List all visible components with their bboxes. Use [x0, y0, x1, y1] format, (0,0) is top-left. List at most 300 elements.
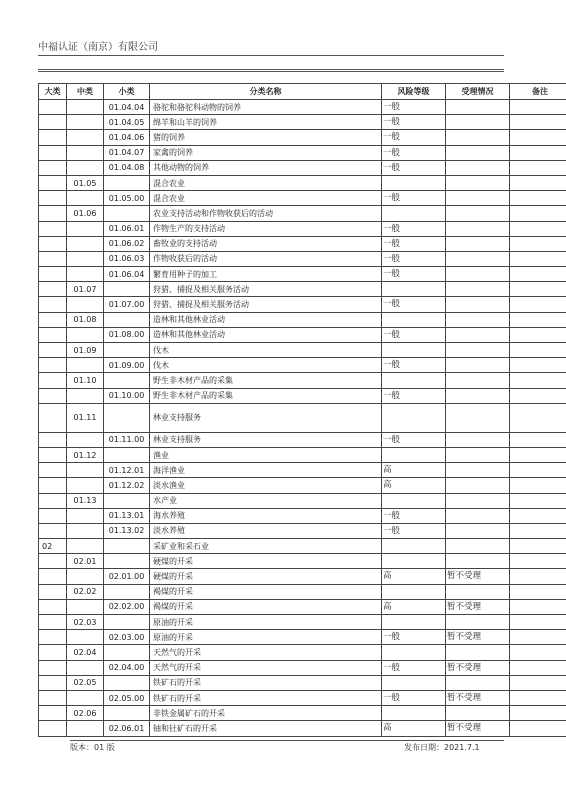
acceptance-status-cell — [446, 206, 510, 221]
category-name-cell: 造林和其他林业活动 — [150, 327, 382, 342]
acceptance-status-cell — [446, 251, 510, 266]
major-class-cell — [39, 660, 67, 675]
minor-class-cell: 02.03.00 — [104, 630, 150, 645]
major-class-cell — [39, 523, 67, 538]
acceptance-status-cell — [446, 160, 510, 175]
acceptance-status-cell — [446, 236, 510, 251]
minor-class-cell: 01.08.00 — [104, 327, 150, 342]
table-row — [39, 191, 566, 206]
middle-class-cell: 01.13 — [67, 493, 104, 508]
category-name-cell: 作物生产的支持活动 — [150, 221, 382, 236]
minor-class-cell: 01.13.01 — [104, 508, 150, 523]
major-class-cell — [39, 645, 67, 660]
minor-class-cell — [104, 447, 150, 462]
category-name-cell: 褐煤的开采 — [150, 584, 382, 599]
acceptance-status-cell — [446, 297, 510, 312]
risk-level-cell: 一般 — [382, 388, 446, 403]
table-row — [39, 645, 566, 660]
acceptance-status-cell — [446, 615, 510, 630]
risk-level-cell — [382, 584, 446, 599]
middle-class-cell — [67, 115, 104, 130]
table-row — [39, 373, 566, 388]
remarks-cell — [510, 599, 566, 614]
table-row — [39, 508, 566, 523]
acceptance-status-cell — [446, 282, 510, 297]
major-class-cell — [39, 388, 67, 403]
risk-level-cell: 一般 — [382, 251, 446, 266]
acceptance-status-cell — [446, 267, 510, 282]
table-row — [39, 236, 566, 251]
minor-class-cell — [104, 615, 150, 630]
minor-class-cell — [104, 343, 150, 358]
table-header-row — [39, 84, 566, 100]
table-row — [39, 615, 566, 630]
major-class-cell — [39, 343, 67, 358]
remarks-cell — [510, 100, 566, 115]
risk-level-cell: 一般 — [382, 221, 446, 236]
risk-level-cell — [382, 373, 446, 388]
middle-class-cell: 02.02 — [67, 584, 104, 599]
middle-class-cell: 01.12 — [67, 447, 104, 462]
acceptance-status-cell — [446, 221, 510, 236]
remarks-cell — [510, 327, 566, 342]
category-name-cell: 硬煤的开采 — [150, 569, 382, 584]
middle-class-cell — [67, 599, 104, 614]
major-class-cell — [39, 358, 67, 373]
remarks-cell — [510, 175, 566, 190]
middle-class-cell: 01.08 — [67, 312, 104, 327]
minor-class-cell: 01.06.04 — [104, 267, 150, 282]
middle-class-cell: 01.11 — [67, 403, 104, 432]
table-row — [39, 251, 566, 266]
middle-class-cell — [67, 660, 104, 675]
middle-class-cell — [67, 463, 104, 478]
risk-level-cell — [382, 447, 446, 462]
risk-level-cell: 一般 — [382, 191, 446, 206]
footer-rule — [70, 740, 504, 741]
column-header: 中类 — [67, 84, 104, 100]
risk-level-cell — [382, 554, 446, 569]
table-row — [39, 282, 566, 297]
minor-class-cell — [104, 206, 150, 221]
risk-level-cell — [382, 539, 446, 554]
version-label: 版本：01 版 — [70, 743, 115, 752]
risk-level-cell: 一般 — [382, 690, 446, 705]
minor-class-cell: 02.06.01 — [104, 721, 150, 736]
risk-level-cell: 一般 — [382, 508, 446, 523]
middle-class-cell: 01.05 — [67, 175, 104, 190]
major-class-cell — [39, 145, 67, 160]
risk-level-cell — [382, 403, 446, 432]
minor-class-cell: 01.06.03 — [104, 251, 150, 266]
minor-class-cell: 01.04.06 — [104, 130, 150, 145]
minor-class-cell: 01.06.01 — [104, 221, 150, 236]
risk-level-cell — [382, 675, 446, 690]
remarks-cell — [510, 615, 566, 630]
risk-level-cell: 一般 — [382, 267, 446, 282]
category-name-cell: 混合农业 — [150, 191, 382, 206]
publish-date: 发布日期：2021.7.1 — [404, 743, 480, 752]
remarks-cell — [510, 236, 566, 251]
major-class-cell — [39, 569, 67, 584]
table-row — [39, 327, 566, 342]
remarks-cell — [510, 267, 566, 282]
remarks-cell — [510, 706, 566, 721]
acceptance-status-cell — [446, 327, 510, 342]
category-name-cell: 渔业 — [150, 447, 382, 462]
major-class-cell — [39, 690, 67, 705]
risk-level-cell: 一般 — [382, 236, 446, 251]
middle-class-cell — [67, 130, 104, 145]
middle-class-cell — [67, 221, 104, 236]
minor-class-cell: 01.07.00 — [104, 297, 150, 312]
acceptance-status-cell: 暂不受理 — [446, 630, 510, 645]
remarks-cell — [510, 373, 566, 388]
minor-class-cell: 01.09.00 — [104, 358, 150, 373]
major-class-cell — [39, 221, 67, 236]
middle-class-cell: 01.10 — [67, 373, 104, 388]
remarks-cell — [510, 343, 566, 358]
minor-class-cell — [104, 373, 150, 388]
remarks-cell — [510, 539, 566, 554]
remarks-cell — [510, 160, 566, 175]
category-name-cell: 非铁金属矿石的开采 — [150, 706, 382, 721]
middle-class-cell — [67, 191, 104, 206]
category-name-cell: 造林和其他林业活动 — [150, 312, 382, 327]
table-row — [39, 358, 566, 373]
major-class-cell — [39, 630, 67, 645]
category-name-cell: 狩猎、捕捉及相关服务活动 — [150, 297, 382, 312]
category-name-cell: 其他动物的饲养 — [150, 160, 382, 175]
table-row — [39, 523, 566, 538]
remarks-cell — [510, 660, 566, 675]
remarks-cell — [510, 130, 566, 145]
table-row — [39, 539, 566, 554]
minor-class-cell: 01.05.00 — [104, 191, 150, 206]
remarks-cell — [510, 447, 566, 462]
remarks-cell — [510, 191, 566, 206]
risk-level-cell: 一般 — [382, 130, 446, 145]
acceptance-status-cell — [446, 191, 510, 206]
acceptance-status-cell — [446, 645, 510, 660]
risk-level-cell — [382, 343, 446, 358]
minor-class-cell: 02.01.00 — [104, 569, 150, 584]
category-name-cell: 畜牧业的支持活动 — [150, 236, 382, 251]
middle-class-cell: 02.03 — [67, 615, 104, 630]
risk-level-cell: 高 — [382, 599, 446, 614]
major-class-cell — [39, 478, 67, 493]
remarks-cell — [510, 432, 566, 447]
remarks-cell — [510, 478, 566, 493]
minor-class-cell: 01.06.02 — [104, 236, 150, 251]
acceptance-status-cell — [446, 358, 510, 373]
minor-class-cell: 01.04.07 — [104, 145, 150, 160]
category-name-cell: 伐木 — [150, 343, 382, 358]
major-class-cell — [39, 206, 67, 221]
minor-class-cell — [104, 312, 150, 327]
acceptance-status-cell — [446, 432, 510, 447]
category-name-cell: 猪的饲养 — [150, 130, 382, 145]
category-name-cell: 野生非木材产品的采集 — [150, 373, 382, 388]
risk-level-cell — [382, 282, 446, 297]
table-row — [39, 493, 566, 508]
category-name-cell: 原油的开采 — [150, 630, 382, 645]
middle-class-cell — [67, 236, 104, 251]
minor-class-cell — [104, 554, 150, 569]
category-name-cell: 褐煤的开采 — [150, 599, 382, 614]
category-name-cell: 繁育用种子的加工 — [150, 267, 382, 282]
acceptance-status-cell — [446, 403, 510, 432]
category-name-cell: 野生非木材产品的采集 — [150, 388, 382, 403]
major-class-cell — [39, 160, 67, 175]
minor-class-cell — [104, 175, 150, 190]
risk-level-cell: 一般 — [382, 145, 446, 160]
middle-class-cell — [67, 523, 104, 538]
acceptance-status-cell — [446, 478, 510, 493]
risk-level-cell: 一般 — [382, 327, 446, 342]
acceptance-status-cell — [446, 554, 510, 569]
acceptance-status-cell — [446, 584, 510, 599]
minor-class-cell — [104, 645, 150, 660]
category-name-cell: 林业支持服务 — [150, 432, 382, 447]
risk-level-cell — [382, 493, 446, 508]
remarks-cell — [510, 463, 566, 478]
acceptance-status-cell — [446, 508, 510, 523]
acceptance-status-cell — [446, 493, 510, 508]
minor-class-cell — [104, 493, 150, 508]
column-header: 受理情况 — [446, 84, 510, 100]
acceptance-status-cell — [446, 388, 510, 403]
major-class-cell — [39, 554, 67, 569]
major-class-cell — [39, 175, 67, 190]
table-row — [39, 569, 566, 584]
middle-class-cell: 02.01 — [67, 554, 104, 569]
category-name-cell: 采矿业和采石业 — [150, 539, 382, 554]
middle-class-cell — [67, 160, 104, 175]
major-class-cell — [39, 251, 67, 266]
table-row — [39, 690, 566, 705]
risk-level-cell — [382, 706, 446, 721]
acceptance-status-cell — [446, 145, 510, 160]
acceptance-status-cell: 暂不受理 — [446, 690, 510, 705]
remarks-cell — [510, 388, 566, 403]
remarks-cell — [510, 645, 566, 660]
category-name-cell: 天然气的开采 — [150, 645, 382, 660]
acceptance-status-cell — [446, 447, 510, 462]
major-class-cell — [39, 615, 67, 630]
minor-class-cell — [104, 403, 150, 432]
middle-class-cell — [67, 327, 104, 342]
category-name-cell: 家禽的饲养 — [150, 145, 382, 160]
remarks-cell — [510, 584, 566, 599]
acceptance-status-cell — [446, 706, 510, 721]
table-row — [39, 175, 566, 190]
major-class-cell — [39, 463, 67, 478]
remarks-cell — [510, 675, 566, 690]
acceptance-status-cell — [446, 675, 510, 690]
table-row — [39, 630, 566, 645]
minor-class-cell: 01.04.08 — [104, 160, 150, 175]
major-class-cell — [39, 508, 67, 523]
category-name-cell: 狩猎、捕捉及相关服务活动 — [150, 282, 382, 297]
remarks-cell — [510, 508, 566, 523]
minor-class-cell: 01.11.00 — [104, 432, 150, 447]
table-row — [39, 297, 566, 312]
table-row — [39, 145, 566, 160]
major-class-cell — [39, 327, 67, 342]
column-header: 大类 — [39, 84, 67, 100]
remarks-cell — [510, 251, 566, 266]
major-class-cell — [39, 191, 67, 206]
category-name-cell: 淡水渔业 — [150, 478, 382, 493]
category-name-cell: 海水养殖 — [150, 508, 382, 523]
major-class-cell — [39, 721, 67, 736]
table-row — [39, 130, 566, 145]
table-row — [39, 584, 566, 599]
minor-class-cell: 01.04.04 — [104, 100, 150, 115]
major-class-cell: 02 — [39, 539, 67, 554]
table-row — [39, 554, 566, 569]
middle-class-cell: 02.05 — [67, 675, 104, 690]
table-row — [39, 675, 566, 690]
middle-class-cell: 02.04 — [67, 645, 104, 660]
major-class-cell — [39, 403, 67, 432]
header-rule — [38, 55, 504, 56]
middle-class-cell — [67, 358, 104, 373]
middle-class-cell — [67, 630, 104, 645]
acceptance-status-cell: 暂不受理 — [446, 599, 510, 614]
table-row — [39, 463, 566, 478]
remarks-cell — [510, 358, 566, 373]
category-name-cell: 海洋渔业 — [150, 463, 382, 478]
acceptance-status-cell — [446, 539, 510, 554]
remarks-cell — [510, 721, 566, 736]
category-name-cell: 绵羊和山羊的饲养 — [150, 115, 382, 130]
acceptance-status-cell — [446, 523, 510, 538]
category-name-cell: 伐木 — [150, 358, 382, 373]
category-name-cell: 原油的开采 — [150, 615, 382, 630]
major-class-cell — [39, 447, 67, 462]
risk-level-cell: 一般 — [382, 358, 446, 373]
middle-class-cell — [67, 388, 104, 403]
minor-class-cell — [104, 584, 150, 599]
acceptance-status-cell — [446, 463, 510, 478]
risk-level-cell: 一般 — [382, 115, 446, 130]
minor-class-cell — [104, 675, 150, 690]
risk-level-cell — [382, 175, 446, 190]
remarks-cell — [510, 403, 566, 432]
table-row — [39, 100, 566, 115]
risk-level-cell: 一般 — [382, 630, 446, 645]
risk-level-cell: 高 — [382, 721, 446, 736]
acceptance-status-cell — [446, 130, 510, 145]
table-row — [39, 432, 566, 447]
acceptance-status-cell: 暂不受理 — [446, 660, 510, 675]
risk-level-cell: 一般 — [382, 660, 446, 675]
category-name-cell: 天然气的开采 — [150, 660, 382, 675]
category-name-cell: 铀和钍矿石的开采 — [150, 721, 382, 736]
remarks-cell — [510, 493, 566, 508]
major-class-cell — [39, 675, 67, 690]
column-header: 小类 — [104, 84, 150, 100]
category-name-cell: 农业支持活动和作物收获后的活动 — [150, 206, 382, 221]
risk-level-cell — [382, 615, 446, 630]
remarks-cell — [510, 523, 566, 538]
minor-class-cell: 01.13.02 — [104, 523, 150, 538]
risk-level-cell — [382, 645, 446, 660]
table-row — [39, 312, 566, 327]
category-name-cell: 铁矿石的开采 — [150, 675, 382, 690]
category-name-cell: 硬煤的开采 — [150, 554, 382, 569]
category-name-cell: 作物收获后的活动 — [150, 251, 382, 266]
major-class-cell — [39, 100, 67, 115]
acceptance-status-cell — [446, 115, 510, 130]
table-row — [39, 343, 566, 358]
minor-class-cell: 02.04.00 — [104, 660, 150, 675]
classification-table — [38, 83, 566, 737]
table-row — [39, 706, 566, 721]
category-name-cell: 铁矿石的开采 — [150, 690, 382, 705]
remarks-cell — [510, 221, 566, 236]
middle-class-cell — [67, 432, 104, 447]
remarks-cell — [510, 115, 566, 130]
middle-class-cell: 02.06 — [67, 706, 104, 721]
risk-level-cell: 一般 — [382, 297, 446, 312]
category-name-cell: 林业支持服务 — [150, 403, 382, 432]
acceptance-status-cell — [446, 175, 510, 190]
major-class-cell — [39, 282, 67, 297]
table-row — [39, 206, 566, 221]
middle-class-cell — [67, 145, 104, 160]
middle-class-cell — [67, 100, 104, 115]
major-class-cell — [39, 373, 67, 388]
minor-class-cell — [104, 706, 150, 721]
middle-class-cell — [67, 251, 104, 266]
minor-class-cell — [104, 539, 150, 554]
header-rule — [38, 71, 504, 72]
major-class-cell — [39, 236, 67, 251]
major-class-cell — [39, 493, 67, 508]
table-row — [39, 403, 566, 432]
minor-class-cell: 02.02.00 — [104, 599, 150, 614]
remarks-cell — [510, 690, 566, 705]
table-row — [39, 478, 566, 493]
category-name-cell: 骆驼和骆驼科动物的饲养 — [150, 100, 382, 115]
middle-class-cell — [67, 539, 104, 554]
table-row — [39, 721, 566, 736]
acceptance-status-cell — [446, 312, 510, 327]
middle-class-cell — [67, 508, 104, 523]
category-name-cell: 水产业 — [150, 493, 382, 508]
table-row — [39, 160, 566, 175]
middle-class-cell — [67, 721, 104, 736]
remarks-cell — [510, 630, 566, 645]
risk-level-cell: 一般 — [382, 100, 446, 115]
category-name-cell: 混合农业 — [150, 175, 382, 190]
risk-level-cell — [382, 206, 446, 221]
minor-class-cell: 01.04.05 — [104, 115, 150, 130]
table-row — [39, 388, 566, 403]
major-class-cell — [39, 115, 67, 130]
remarks-cell — [510, 554, 566, 569]
middle-class-cell — [67, 569, 104, 584]
remarks-cell — [510, 569, 566, 584]
risk-level-cell: 一般 — [382, 523, 446, 538]
major-class-cell — [39, 432, 67, 447]
header-rule — [38, 69, 504, 70]
major-class-cell — [39, 130, 67, 145]
middle-class-cell: 01.09 — [67, 343, 104, 358]
